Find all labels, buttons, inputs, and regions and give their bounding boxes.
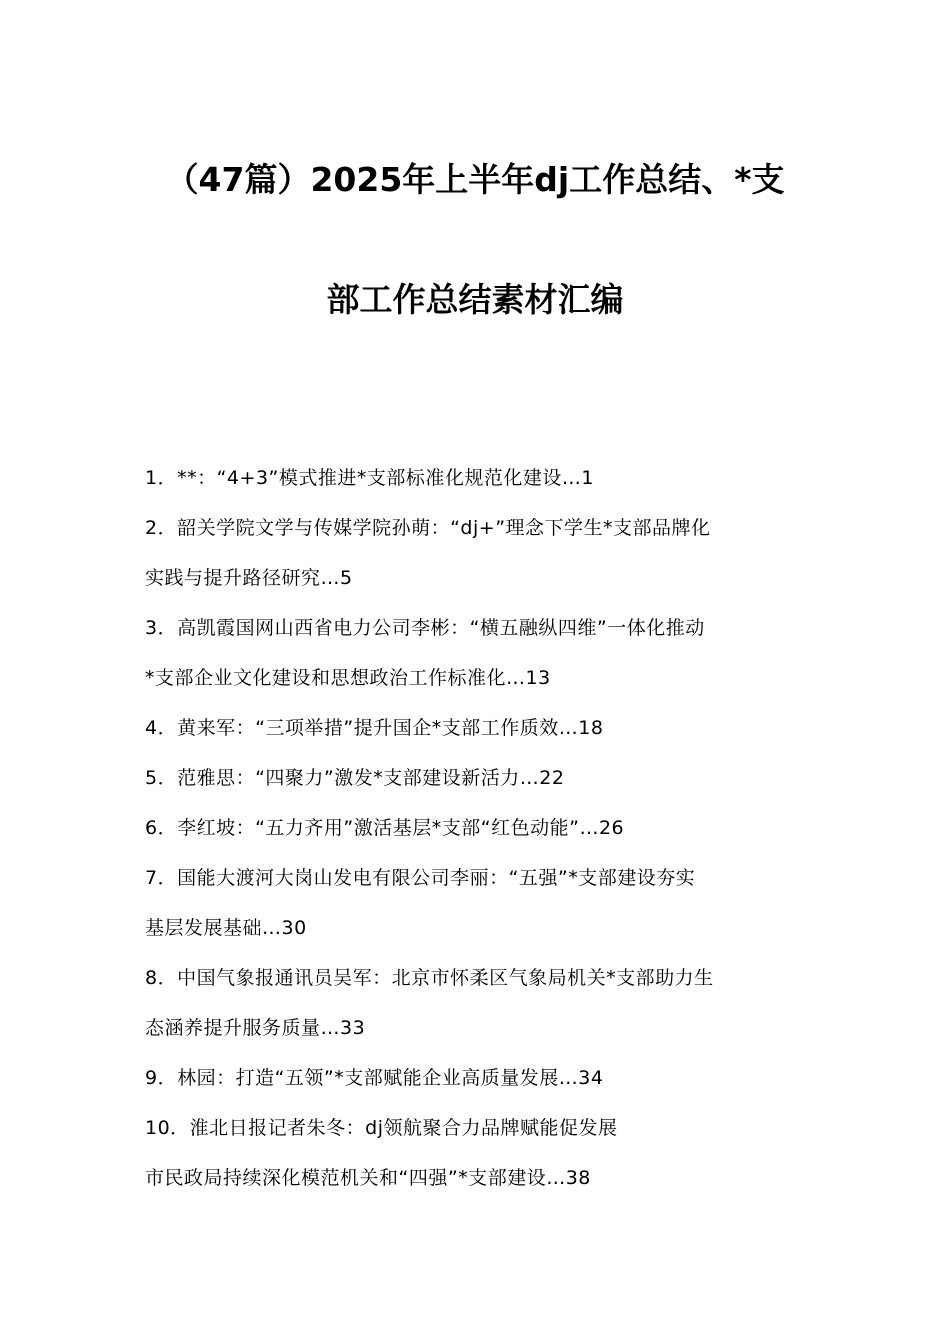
toc-line: 2．韶关学院文学与传媒学院孙萌：“dj+”理念下学生*支部品牌化 [145,517,711,539]
toc-line: 7．国能大渡河大岗山发电有限公司李丽：“五强”*支部建设夯实 [145,867,696,889]
toc-line: 10．淮北日报记者朱冬：dj领航聚合力品牌赋能促发展 [145,1117,618,1139]
toc-line: 6．李红坡：“五力齐用”激活基层*支部“红色动能”…26 [145,817,625,839]
toc-line: 9．林园：打造“五领”*支部赋能企业高质量发展…34 [145,1067,604,1089]
toc-line: 实践与提升路径研究…5 [145,567,353,589]
toc-line: 1．**：“4+3”模式推进*支部标准化规范化建设…1 [145,467,594,489]
toc-line: 4．黄来军：“三项举措”提升国企*支部工作质效…18 [145,717,604,739]
toc-line: 基层发展基础…30 [145,917,307,939]
table-of-contents [145,458,825,1208]
toc-line: 8．中国气象报通讯员吴军：北京市怀柔区气象局机关*支部助力生 [145,967,714,989]
toc-line: 5．范雅思：“四聚力”激发*支部建设新活力…22 [145,767,565,789]
toc-line: 态涵养提升服务质量…33 [145,1017,366,1039]
toc-line: 3．高凯霞国网山西省电力公司李彬：“横五融纵四维”一体化推动 [145,617,705,639]
toc-line: 市民政局持续深化模范机关和“四强”*支部建设…38 [145,1167,591,1189]
document-title-line-2: 部工作总结素材汇编 [326,280,624,319]
document-title-line-1: （47篇）2025年上半年dj工作总结、*支 [165,160,785,199]
toc-line: *支部企业文化建设和思想政治工作标准化…13 [145,667,551,689]
